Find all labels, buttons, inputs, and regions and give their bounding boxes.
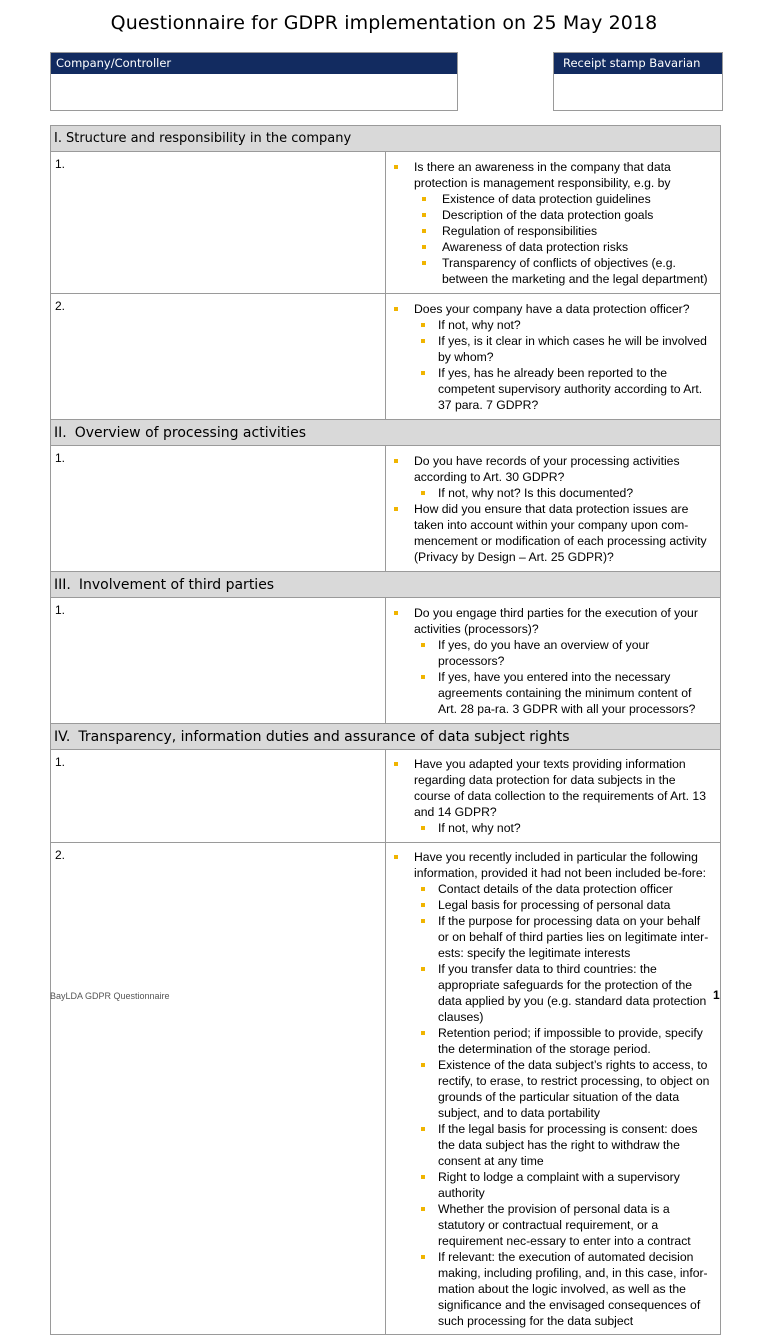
sub-item: Transparency of conflicts of objectives (e.g. between the marketing and the legal department)	[392, 255, 712, 287]
question-item: Have you adapted your texts providing information regarding data protection for data subjects in the course of data collection to the requirements of Art. 13 and 14 GDPR?	[392, 756, 712, 820]
sub-item: If not, why not?	[392, 317, 712, 333]
sub-item: If yes, do you have an overview of your processors?	[392, 637, 712, 669]
question-row	[51, 294, 721, 420]
sub-item: Contact details of the data protection officer	[392, 881, 712, 897]
page-title: Questionnaire for GDPR implementation on 25 May 2018	[110, 12, 658, 34]
sub-item: If relevant: the execution of automated decision making, including profiling, and, in this case, infor-mation about the logic involved, as well as the significance and the envisaged consequences of such processing for the data subject	[392, 1249, 712, 1329]
sub-item: If not, why not?	[392, 820, 712, 836]
question-number: 1.	[51, 750, 386, 843]
company-controller-box[interactable]	[50, 52, 458, 111]
footer-document-name: BayLDA GDPR Questionnaire	[50, 991, 170, 1001]
section-header	[51, 572, 721, 598]
question-number: 2.	[51, 294, 386, 420]
sub-item: Retention period; if impossible to provide, specify the determination of the storage period.	[392, 1025, 712, 1057]
question-row	[51, 598, 721, 724]
section-title: Overview of processing activities	[74, 424, 307, 441]
sub-item: If not, why not? Is this documented?	[392, 485, 712, 501]
questionnaire-table	[50, 125, 721, 1335]
sub-item: Legal basis for processing of personal data	[392, 897, 712, 913]
sub-item: Existence of the data subject’s rights to access, to rectify, to erase, to restrict processing, to object on grounds of the particular situation of the data subject, and to data portability	[392, 1057, 712, 1121]
question-item: Do you have records of your processing activities according to Art. 30 GDPR?	[392, 453, 712, 485]
sub-item: If the purpose for processing data on your behalf or on behalf of third parties lies on legitimate inter-ests: specify the legitimate interests	[392, 913, 712, 961]
company-controller-label: Company/Controller	[51, 53, 457, 74]
sub-item: Whether the provision of personal data is a statutory or contractual requirement, or a requirement nec-essary to enter into a contract	[392, 1201, 712, 1249]
section-number: I.	[54, 131, 62, 146]
page-number: 1	[713, 988, 720, 1002]
question-number: 1.	[51, 152, 386, 294]
sub-item: If yes, have you entered into the necessary agreements containing the minimum content of Art. 28 pa-ra. 3 GDPR with all your processors?	[392, 669, 712, 717]
question-number: 1.	[51, 446, 386, 572]
question-item: Have you recently included in particular the following information, provided it had not been included be-fore:	[392, 849, 712, 881]
question-number: 1.	[51, 598, 386, 724]
sub-item: Right to lodge a complaint with a supervisory authority	[392, 1169, 712, 1201]
sub-item: Awareness of data protection risks	[392, 239, 712, 255]
question-row	[51, 446, 721, 572]
receipt-stamp-label: Receipt stamp Bavarian DPA	[554, 53, 722, 74]
section-title: Transparency, information duties and assurance of data subject rights	[78, 728, 570, 745]
section-number: IV.	[54, 728, 71, 745]
sub-item: Existence of data protection guidelines	[392, 191, 712, 207]
sub-item: If yes, is it clear in which cases he will be involved by whom?	[392, 333, 712, 365]
receipt-stamp-box	[553, 52, 723, 111]
question-row	[51, 843, 721, 1335]
sub-item: Description of the data protection goals	[392, 207, 712, 223]
section-title: Involvement of third parties	[78, 576, 275, 593]
section-number: II.	[54, 424, 67, 441]
sub-item: If yes, has he already been reported to the competent supervisory authority according to Art. 37 para. 7 GDPR?	[392, 365, 712, 413]
question-item: Is there an awareness in the company that data protection is management responsibility, e.g. by	[392, 159, 712, 191]
section-header	[51, 126, 721, 152]
section-header	[51, 724, 721, 750]
section-number: III.	[54, 576, 71, 593]
question-row	[51, 152, 721, 294]
question-item: How did you ensure that data protection issues are taken into account within your company upon com-mencement or modification of each processing activity (Privacy by Design – Art. 25 GDPR)?	[392, 501, 712, 565]
sub-item: If the legal basis for processing is consent: does the data subject has the right to withdraw the consent at any time	[392, 1121, 712, 1169]
sub-item: Regulation of responsibilities	[392, 223, 712, 239]
question-number: 2.	[51, 843, 386, 1335]
question-item: Does your company have a data protection officer?	[392, 301, 712, 317]
question-item: Do you engage third parties for the execution of your activities (processors)?	[392, 605, 712, 637]
question-row	[51, 750, 721, 843]
sub-item: If you transfer data to third countries: the appropriate safeguards for the protection of the data applied by you (e.g. standard data protection clauses)	[392, 961, 712, 1025]
section-header	[51, 420, 721, 446]
section-title: Structure and responsibility in the company	[65, 131, 352, 146]
